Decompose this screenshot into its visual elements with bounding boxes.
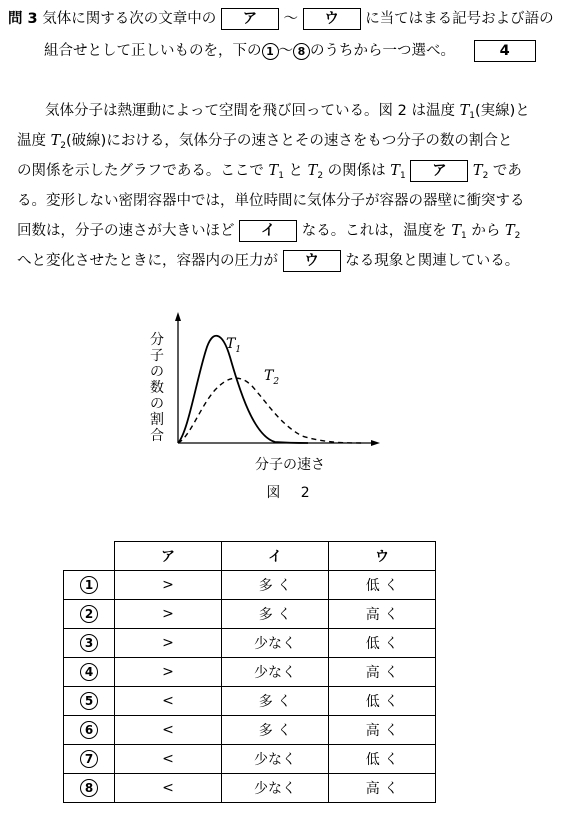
choice-circle: 3 — [80, 634, 98, 652]
cell-a: > — [115, 571, 222, 600]
passage-text: なる現象と関連している。 — [345, 253, 520, 269]
x-axis-label: 分子の速さ — [255, 457, 325, 473]
question-text-1a: 気体に関する次の文章中の — [42, 11, 217, 27]
passage-text: (破線)における，気体分子の速さとその速さをもつ分子の数の割合と — [66, 133, 513, 149]
choice-number[interactable] — [64, 716, 115, 745]
header-u: ウ — [329, 542, 436, 571]
passage-text: なる。これは，温度を — [301, 223, 452, 239]
passage-text: の関係は — [323, 163, 391, 179]
blank-box-u-inline: ウ — [283, 250, 341, 272]
x-axis-arrow-icon — [371, 440, 380, 446]
question-text-1b: に当てはまる記号および語の — [365, 11, 554, 27]
cell-i: 少なく — [222, 774, 329, 803]
subscript: 1 — [399, 171, 406, 181]
choice-number[interactable] — [64, 658, 115, 687]
subscript: 2 — [482, 171, 489, 181]
question-text-2a: 組合せとして正しいものを，下の — [44, 43, 262, 59]
choice-number[interactable] — [64, 687, 115, 716]
passage-text: 気体分子は熱運動によって空間を飛び回っている。図 2 は温度 — [45, 103, 460, 119]
answer-box: 4 — [474, 40, 536, 62]
passage-line-1 — [17, 96, 577, 126]
question-number: 問 3 — [8, 11, 38, 27]
cell-a: > — [115, 600, 222, 629]
passage-line-2 — [17, 126, 577, 156]
y-axis-label-char: の — [150, 396, 164, 412]
cell-u: 低 く — [329, 745, 436, 774]
subscript: 1 — [469, 111, 475, 121]
y-axis-arrow-icon — [175, 312, 181, 321]
subscript: 2 — [317, 171, 324, 181]
passage-line-3 — [17, 156, 577, 186]
curve-t1-label: $T_1$ — [226, 336, 242, 355]
y-axis-label-char: 分 — [150, 332, 164, 348]
y-axis-label-char: 合 — [150, 428, 164, 444]
choice-circle: 5 — [80, 692, 98, 710]
passage-text: から — [466, 223, 505, 239]
symbol-t: T — [472, 163, 483, 179]
choice-number[interactable] — [64, 629, 115, 658]
table-row — [64, 658, 436, 687]
tilde: ～ — [283, 11, 298, 27]
choice-number[interactable] — [64, 774, 115, 803]
choice-circle: 1 — [80, 576, 98, 594]
y-axis-label-char: 割 — [150, 412, 164, 428]
symbol-t: T — [50, 133, 61, 149]
question-text-2b: のうちから一つ選べ。 — [310, 43, 455, 59]
cell-i: 多 く — [222, 600, 329, 629]
cell-a: < — [115, 716, 222, 745]
blank-box-u: ウ — [303, 8, 361, 30]
blank-box-a-inline: ア — [410, 160, 468, 182]
cell-i: 多 く — [222, 571, 329, 600]
cell-a: > — [115, 658, 222, 687]
passage-text: (実線)と — [474, 103, 530, 119]
symbol-t: T — [390, 163, 400, 179]
subscript: 2 — [60, 141, 67, 151]
header-a: ア — [115, 542, 222, 571]
curve-t2 — [178, 378, 365, 443]
passage-text: 回数は，分子の速さが大きいほど — [17, 223, 235, 239]
cell-a: < — [115, 745, 222, 774]
choices-table — [63, 541, 436, 803]
question-line-2 — [44, 40, 536, 62]
cell-u: 低 く — [329, 571, 436, 600]
passage-line-6 — [17, 246, 577, 276]
choice-circle: 7 — [80, 750, 98, 768]
table-row — [64, 687, 436, 716]
circle-number-last: 8 — [293, 43, 310, 60]
passage-text: であ — [488, 163, 522, 179]
passage-line-5 — [17, 216, 577, 246]
passage — [17, 96, 577, 276]
subscript: 1 — [278, 171, 284, 181]
symbol-t: T — [504, 223, 515, 239]
table-row — [64, 716, 436, 745]
cell-u: 高 く — [329, 716, 436, 745]
symbol-t: T — [451, 223, 461, 239]
cell-a: > — [115, 629, 222, 658]
table-header-row — [64, 542, 436, 571]
passage-text: の関係を示したグラフである。ここで — [17, 163, 269, 179]
table-row — [64, 745, 436, 774]
cell-u: 高 く — [329, 658, 436, 687]
choice-circle: 6 — [80, 721, 98, 739]
choice-number[interactable] — [64, 745, 115, 774]
figure-caption: 図 2 — [266, 485, 318, 501]
symbol-t: T — [459, 103, 470, 119]
passage-text: と — [283, 163, 308, 179]
circle-number-first: 1 — [262, 43, 279, 60]
cell-i: 少なく — [222, 658, 329, 687]
table-row — [64, 571, 436, 600]
blank-box-i-inline: イ — [239, 220, 297, 242]
question-line-1 — [8, 8, 554, 30]
cell-u: 低 く — [329, 687, 436, 716]
subscript: 2 — [514, 231, 521, 241]
table-row — [64, 600, 436, 629]
blank-box-a: ア — [221, 8, 279, 30]
symbol-t: T — [307, 163, 318, 179]
header-blank — [64, 542, 115, 571]
cell-i: 少なく — [222, 629, 329, 658]
curve-t2-label: $T_2$ — [264, 368, 280, 387]
passage-text: 温度 — [17, 133, 51, 149]
subscript: 1 — [461, 231, 467, 241]
choice-circle: 8 — [80, 779, 98, 797]
passage-text: へと変化させたときに，容器内の圧力が — [17, 253, 278, 269]
speed-distribution-graph — [140, 312, 380, 482]
choice-circle: 4 — [80, 663, 98, 681]
y-axis-label-char: 子 — [150, 348, 164, 364]
cell-u: 高 く — [329, 600, 436, 629]
y-axis-label-char: 数 — [150, 380, 164, 396]
symbol-t: T — [268, 163, 279, 179]
y-axis-label-char: の — [150, 364, 164, 380]
cell-a: < — [115, 774, 222, 803]
choice-number[interactable] — [64, 571, 115, 600]
cell-i: 多 く — [222, 687, 329, 716]
header-i: イ — [222, 542, 329, 571]
cell-i: 少なく — [222, 745, 329, 774]
tilde-2: ～ — [278, 43, 293, 59]
passage-line-4: る。変形しない密閉容器中では，単位時間に気体分子が容器の器壁に衝突する — [17, 193, 525, 209]
choice-circle: 2 — [80, 605, 98, 623]
cell-i: 多 く — [222, 716, 329, 745]
choice-number[interactable] — [64, 600, 115, 629]
cell-a: < — [115, 687, 222, 716]
table-row — [64, 629, 436, 658]
y-axis-label — [150, 332, 164, 444]
table-row — [64, 774, 436, 803]
cell-u: 低 く — [329, 629, 436, 658]
cell-u: 高 く — [329, 774, 436, 803]
